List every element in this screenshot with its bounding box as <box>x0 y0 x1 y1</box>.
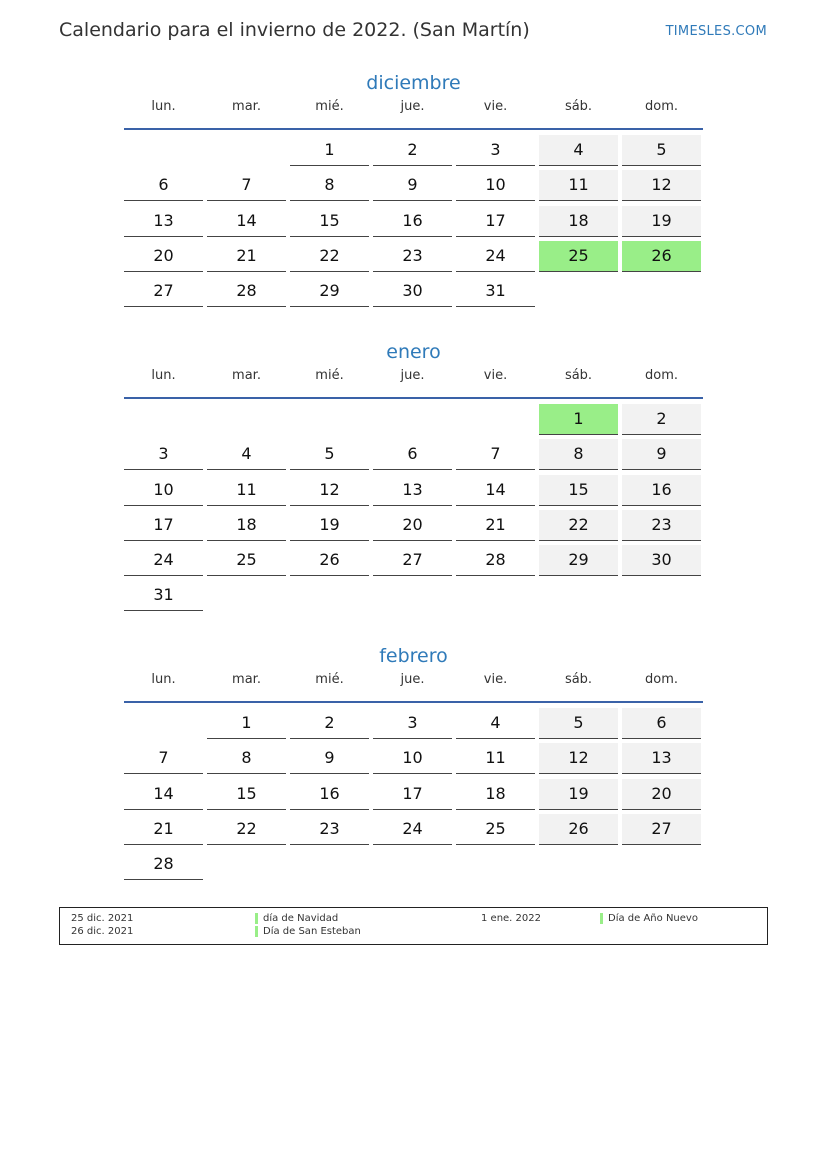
month-title: febrero <box>379 645 448 667</box>
day-cell: 10 <box>456 170 535 201</box>
weekday-label: mar. <box>232 368 261 383</box>
day-cell: 14 <box>456 475 535 506</box>
day-cell: 20 <box>124 241 203 272</box>
day-cell: 22 <box>539 510 618 541</box>
day-cell: 5 <box>539 708 618 739</box>
empty-day-cell <box>290 580 369 610</box>
day-cell: 13 <box>622 743 701 774</box>
legend-date: 1 ene. 2022 <box>481 913 541 924</box>
empty-day-cell <box>622 276 701 306</box>
empty-day-cell <box>207 404 286 434</box>
empty-day-cell <box>622 849 701 879</box>
empty-day-cell <box>207 135 286 165</box>
day-cell: 19 <box>290 510 369 541</box>
holiday-color-swatch <box>255 926 258 937</box>
empty-day-cell <box>373 580 452 610</box>
month-february <box>124 642 703 884</box>
day-cell: 25 <box>207 545 286 576</box>
holiday-color-swatch <box>255 913 258 924</box>
weekday-header <box>124 670 703 701</box>
day-cell: 31 <box>456 276 535 307</box>
day-cell: 13 <box>124 206 203 237</box>
header-rule <box>124 397 703 399</box>
holiday-legend <box>59 907 768 945</box>
day-cell: 30 <box>622 545 701 576</box>
day-cell: 11 <box>539 170 618 201</box>
day-cell: 14 <box>124 779 203 810</box>
weekday-label: vie. <box>483 368 508 383</box>
weekday-label: lun. <box>151 368 176 383</box>
weekday-label: vie. <box>483 99 508 114</box>
day-cell: 21 <box>207 241 286 272</box>
day-cell: 28 <box>456 545 535 576</box>
weekday-label: jue. <box>400 672 425 687</box>
day-cell: 12 <box>290 475 369 506</box>
day-cell: 12 <box>539 743 618 774</box>
day-cell: 24 <box>373 814 452 845</box>
day-cell: 7 <box>207 170 286 201</box>
day-cell: 16 <box>622 475 701 506</box>
weekday-label: mar. <box>232 99 261 114</box>
empty-day-cell <box>290 849 369 879</box>
day-cell: 4 <box>456 708 535 739</box>
month-title: enero <box>386 341 441 363</box>
day-grid <box>124 708 703 884</box>
month-january <box>124 338 703 616</box>
day-cell: 22 <box>290 241 369 272</box>
day-cell: 9 <box>622 439 701 470</box>
page-title: Calendario para el invierno de 2022. (San Martín) <box>59 19 530 41</box>
weekday-label: vie. <box>483 672 508 687</box>
day-cell: 23 <box>290 814 369 845</box>
day-cell: 26 <box>290 545 369 576</box>
day-cell: 15 <box>207 779 286 810</box>
empty-day-cell <box>456 404 535 434</box>
weekday-label: sáb. <box>564 672 593 687</box>
day-cell: 13 <box>373 475 452 506</box>
day-cell: 1 <box>539 404 618 435</box>
day-cell: 10 <box>124 475 203 506</box>
day-cell: 3 <box>456 135 535 166</box>
empty-day-cell <box>373 849 452 879</box>
day-cell: 6 <box>622 708 701 739</box>
day-cell: 26 <box>622 241 701 272</box>
weekday-label: sáb. <box>564 368 593 383</box>
day-cell: 29 <box>290 276 369 307</box>
day-cell: 17 <box>373 779 452 810</box>
weekday-label: mié. <box>315 99 344 114</box>
day-cell: 5 <box>290 439 369 470</box>
day-cell: 25 <box>456 814 535 845</box>
weekday-label: jue. <box>400 99 425 114</box>
empty-day-cell <box>622 580 701 610</box>
day-cell: 2 <box>373 135 452 166</box>
day-cell: 2 <box>290 708 369 739</box>
weekday-label: lun. <box>151 99 176 114</box>
legend-date: 26 dic. 2021 <box>71 926 134 937</box>
weekday-header <box>124 366 703 397</box>
day-cell: 17 <box>124 510 203 541</box>
legend-holiday-name: Día de San Esteban <box>263 926 361 937</box>
day-cell: 9 <box>290 743 369 774</box>
day-cell: 11 <box>456 743 535 774</box>
weekday-label: sáb. <box>564 99 593 114</box>
legend-holiday-name: Día de Año Nuevo <box>608 913 698 924</box>
empty-day-cell <box>124 708 203 738</box>
day-cell: 19 <box>539 779 618 810</box>
month-title: diciembre <box>366 72 461 94</box>
weekday-label: mar. <box>232 672 261 687</box>
day-cell: 8 <box>207 743 286 774</box>
day-cell: 8 <box>290 170 369 201</box>
empty-day-cell <box>539 849 618 879</box>
weekday-label: dom. <box>644 672 678 687</box>
day-cell: 5 <box>622 135 701 166</box>
legend-holiday-name: día de Navidad <box>263 913 339 924</box>
day-cell: 23 <box>622 510 701 541</box>
weekday-label: mié. <box>315 368 344 383</box>
empty-day-cell <box>207 849 286 879</box>
day-cell: 14 <box>207 206 286 237</box>
weekday-header <box>124 97 703 128</box>
day-cell: 29 <box>539 545 618 576</box>
day-cell: 17 <box>456 206 535 237</box>
day-cell: 22 <box>207 814 286 845</box>
empty-day-cell <box>124 135 203 165</box>
day-cell: 2 <box>622 404 701 435</box>
empty-day-cell <box>456 849 535 879</box>
day-cell: 18 <box>539 206 618 237</box>
day-cell: 4 <box>539 135 618 166</box>
day-cell: 30 <box>373 276 452 307</box>
day-cell: 15 <box>290 206 369 237</box>
header-rule <box>124 701 703 703</box>
day-grid <box>124 404 703 616</box>
day-cell: 12 <box>622 170 701 201</box>
day-cell: 20 <box>622 779 701 810</box>
weekday-label: dom. <box>644 368 678 383</box>
weekday-label: mié. <box>315 672 344 687</box>
day-cell: 6 <box>124 170 203 201</box>
empty-day-cell <box>539 580 618 610</box>
empty-day-cell <box>373 404 452 434</box>
day-cell: 4 <box>207 439 286 470</box>
month-december <box>124 69 703 311</box>
site-link[interactable]: TIMESLES.COM <box>665 24 767 39</box>
day-cell: 24 <box>456 241 535 272</box>
empty-day-cell <box>207 580 286 610</box>
day-cell: 16 <box>290 779 369 810</box>
weekday-label: dom. <box>644 99 678 114</box>
empty-day-cell <box>456 580 535 610</box>
day-cell: 27 <box>124 276 203 307</box>
day-cell: 28 <box>124 849 203 880</box>
day-cell: 10 <box>373 743 452 774</box>
day-cell: 28 <box>207 276 286 307</box>
day-cell: 8 <box>539 439 618 470</box>
day-cell: 26 <box>539 814 618 845</box>
day-cell: 18 <box>456 779 535 810</box>
day-cell: 15 <box>539 475 618 506</box>
weekday-label: lun. <box>151 672 176 687</box>
holiday-color-swatch <box>600 913 603 924</box>
day-cell: 25 <box>539 241 618 272</box>
day-cell: 19 <box>622 206 701 237</box>
day-cell: 11 <box>207 475 286 506</box>
header-rule <box>124 128 703 130</box>
day-cell: 9 <box>373 170 452 201</box>
day-cell: 1 <box>290 135 369 166</box>
day-cell: 3 <box>124 439 203 470</box>
empty-day-cell <box>539 276 618 306</box>
day-cell: 27 <box>622 814 701 845</box>
day-cell: 23 <box>373 241 452 272</box>
day-cell: 24 <box>124 545 203 576</box>
day-cell: 7 <box>124 743 203 774</box>
day-grid <box>124 135 703 311</box>
empty-day-cell <box>290 404 369 434</box>
day-cell: 7 <box>456 439 535 470</box>
day-cell: 16 <box>373 206 452 237</box>
day-cell: 21 <box>456 510 535 541</box>
day-cell: 21 <box>124 814 203 845</box>
weekday-label: jue. <box>400 368 425 383</box>
legend-date: 25 dic. 2021 <box>71 913 134 924</box>
day-cell: 31 <box>124 580 203 611</box>
day-cell: 3 <box>373 708 452 739</box>
day-cell: 18 <box>207 510 286 541</box>
empty-day-cell <box>124 404 203 434</box>
day-cell: 6 <box>373 439 452 470</box>
day-cell: 1 <box>207 708 286 739</box>
day-cell: 20 <box>373 510 452 541</box>
day-cell: 27 <box>373 545 452 576</box>
